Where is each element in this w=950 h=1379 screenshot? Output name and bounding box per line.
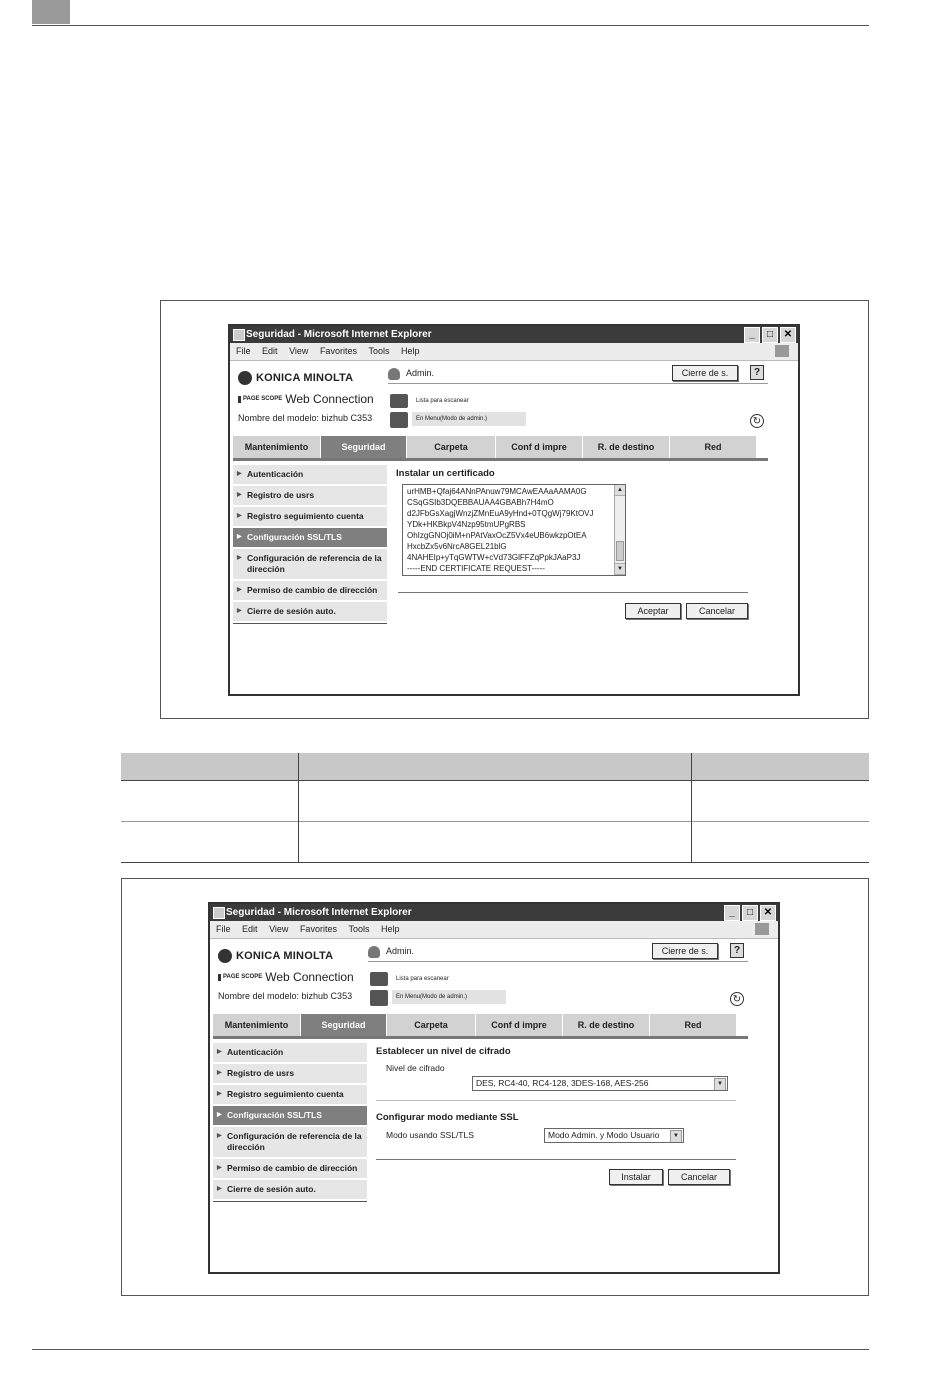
- brand-name: KONICA MINOLTA: [236, 949, 334, 962]
- tab-mantenimiento[interactable]: Mantenimiento: [233, 436, 321, 458]
- menu-tools[interactable]: Tools: [348, 924, 370, 934]
- cert-line: HxcbZx5v6NrcA8GEL21blG: [407, 542, 507, 551]
- tab-destino[interactable]: R. de destino: [563, 1014, 650, 1036]
- browser-window: [228, 324, 800, 696]
- main-tabs: [213, 1014, 748, 1039]
- browser-window: [208, 902, 780, 1274]
- scan-status: Lista para escanear: [396, 976, 449, 982]
- parameter-table: [121, 753, 869, 863]
- logout-button[interactable]: Cierre de s.: [652, 943, 718, 959]
- content-divider: [376, 1100, 736, 1101]
- scan-status: Lista para escanear: [416, 398, 469, 404]
- scroll-up-icon[interactable]: ▲: [615, 485, 625, 496]
- nav-item-registro-usrs[interactable]: ▶ Registro de usrs: [213, 1064, 367, 1085]
- ssl-mode-value: Modo Admin. y Modo Usuario: [548, 1130, 660, 1140]
- admin-label: Admin.: [406, 368, 435, 378]
- help-button[interactable]: ?: [750, 365, 764, 380]
- textarea-scrollbar[interactable]: [614, 485, 625, 575]
- brand-name: KONICA MINOLTA: [256, 371, 354, 384]
- nav-divider: [213, 1201, 367, 1212]
- scroll-thumb[interactable]: [616, 541, 624, 561]
- content-divider: [376, 1159, 736, 1160]
- browser-menu-bar: [230, 343, 798, 361]
- certificate-textarea[interactable]: [402, 484, 626, 576]
- nav-item-permiso-cambio[interactable]: ▶ Permiso de cambio de dirección: [213, 1159, 367, 1180]
- menu-status: En Menu(Modo de admin.): [412, 412, 526, 426]
- refresh-icon[interactable]: ↻: [730, 992, 744, 1006]
- content-divider: [398, 592, 748, 593]
- cert-line: urHMB+Qfaj64ANnPAnuw79MCAwEAAaAAMA0G: [407, 487, 587, 496]
- minimize-button[interactable]: _: [744, 327, 760, 343]
- install-button[interactable]: Instalar: [609, 1169, 663, 1185]
- web-connection-title: Web Connection: [265, 970, 354, 984]
- menu-view[interactable]: View: [269, 924, 289, 934]
- encryption-level-label: Nivel de cifrado: [386, 1063, 445, 1073]
- table-rule: [121, 862, 869, 863]
- admin-icon: [388, 368, 400, 380]
- model-name: Nombre del modelo: bizhub C353: [238, 413, 373, 423]
- windows-flag-icon: [755, 923, 769, 935]
- nav-item-autenticacion[interactable]: ▶ Autenticación: [213, 1043, 367, 1064]
- nav-item-registro-cuenta[interactable]: ▶ Registro seguimiento cuenta: [213, 1085, 367, 1106]
- table-header-row: [121, 753, 869, 781]
- refresh-icon[interactable]: ↻: [750, 414, 764, 428]
- web-connection-logo: [218, 970, 354, 984]
- side-nav: [213, 1043, 367, 1212]
- table-rule: [121, 821, 869, 822]
- tab-destino[interactable]: R. de destino: [583, 436, 670, 458]
- cert-line: CSqGSIb3DQEBBAUAA4GBABh7H4mO: [407, 498, 554, 507]
- nav-divider: [233, 623, 387, 634]
- window-controls: [724, 905, 776, 921]
- menu-help[interactable]: Help: [401, 346, 420, 356]
- side-nav: [233, 465, 387, 634]
- nav-item-permiso-cambio[interactable]: ▶ Permiso de cambio de dirección: [233, 581, 387, 602]
- nav-item-ssl-tls[interactable]: ▶ Configuración SSL/TLS: [213, 1106, 367, 1127]
- figure-2-frame: [121, 878, 869, 1296]
- tab-mantenimiento[interactable]: Mantenimiento: [213, 1014, 301, 1036]
- menu-edit[interactable]: Edit: [262, 346, 278, 356]
- brand-logo: [238, 371, 353, 385]
- brand-logo: [218, 949, 333, 963]
- maximize-button[interactable]: □: [762, 327, 778, 343]
- konica-globe-icon: [238, 371, 252, 385]
- tab-red[interactable]: Red: [650, 1014, 737, 1036]
- dropdown-icon[interactable]: ▼: [714, 1078, 726, 1091]
- cancel-button[interactable]: Cancelar: [668, 1169, 730, 1185]
- menu-file[interactable]: File: [236, 346, 251, 356]
- nav-item-referencia-direccion[interactable]: ▶ Configuración de referencia de la dirección: [213, 1127, 367, 1159]
- tab-red[interactable]: Red: [670, 436, 757, 458]
- main-tabs: [233, 436, 768, 461]
- printer-icon: [370, 990, 388, 1006]
- menu-tools[interactable]: Tools: [368, 346, 390, 356]
- admin-label: Admin.: [386, 946, 415, 956]
- menu-view[interactable]: View: [289, 346, 309, 356]
- footer-rule: [32, 1349, 869, 1350]
- menu-favorites[interactable]: Favorites: [299, 924, 337, 934]
- konica-globe-icon: [218, 949, 232, 963]
- admin-icon: [368, 946, 380, 958]
- cancel-button[interactable]: Cancelar: [686, 603, 748, 619]
- cert-line: YDk+HKBkpV4Nzp95tmUPgRBS: [407, 520, 526, 529]
- close-button[interactable]: ✕: [780, 327, 796, 343]
- nav-item-registro-cuenta[interactable]: ▶ Registro seguimiento cuenta: [233, 507, 387, 528]
- window-title: Seguridad - Microsoft Internet Explorer: [226, 907, 412, 918]
- window-controls: [744, 327, 796, 343]
- scroll-down-icon[interactable]: ▼: [615, 563, 625, 575]
- tab-seguridad[interactable]: Seguridad: [321, 436, 407, 458]
- web-connection-title: Web Connection: [285, 392, 374, 406]
- menu-file[interactable]: File: [216, 924, 231, 934]
- nav-item-autenticacion[interactable]: ▶ Autenticación: [233, 465, 387, 486]
- tab-conf-impre[interactable]: Conf d impre: [476, 1014, 563, 1036]
- cert-line: OhIzgGNOj0iM+nPAtVaxOcZ5Vx4eUB6wkzpOtEA: [407, 531, 587, 540]
- nav-item-ssl-tls[interactable]: ▶ Configuración SSL/TLS: [233, 528, 387, 549]
- ssl-mode-select[interactable]: [544, 1128, 684, 1143]
- accept-button[interactable]: Aceptar: [625, 603, 681, 619]
- maximize-button[interactable]: □: [742, 905, 758, 921]
- pagescope-mark: PAGE SCOPE: [238, 396, 282, 403]
- nav-item-registro-usrs[interactable]: ▶ Registro de usrs: [233, 486, 387, 507]
- nav-item-cierre-sesion[interactable]: ▶ Cierre de sesión auto.: [213, 1180, 367, 1201]
- window-title: Seguridad - Microsoft Internet Explorer: [246, 329, 432, 340]
- encryption-level-value: DES, RC4-40, RC4-128, 3DES-168, AES-256: [476, 1078, 649, 1088]
- ssl-mode-label: Modo usando SSL/TLS: [386, 1130, 474, 1140]
- tab-carpeta[interactable]: Carpeta: [407, 436, 496, 458]
- scanner-icon: [390, 394, 408, 408]
- ie-logo-icon: [213, 907, 225, 919]
- header-rule: [32, 25, 869, 26]
- scanner-icon: [370, 972, 388, 986]
- browser-menu-bar: [210, 921, 778, 939]
- tab-conf-impre[interactable]: Conf d impre: [496, 436, 583, 458]
- web-connection-logo: [238, 392, 374, 406]
- printer-icon: [390, 412, 408, 428]
- help-button[interactable]: ?: [730, 943, 744, 958]
- pagescope-mark: PAGE SCOPE: [218, 974, 262, 981]
- window-title-bar: [210, 904, 778, 921]
- dropdown-icon[interactable]: ▼: [670, 1130, 682, 1143]
- nav-item-referencia-direccion[interactable]: ▶ Configuración de referencia de la dirección: [233, 549, 387, 581]
- install-cert-title: Instalar un certificado: [396, 468, 495, 479]
- cert-line: -----END CERTIFICATE REQUEST-----: [407, 564, 545, 573]
- cert-line: 4NAHEIp+yTqGWTW+cVd73GlFFZqPpkJAaP3J: [407, 553, 581, 562]
- menu-favorites[interactable]: Favorites: [319, 346, 357, 356]
- table-rule: [121, 780, 869, 781]
- encryption-level-select[interactable]: [472, 1076, 728, 1091]
- cert-line: d2JFbGsXagjWnzjZMnEuA9yHnd+0TQgWj79KtOVJ: [407, 509, 594, 518]
- ssl-mode-section-title: Configurar modo mediante SSL: [376, 1112, 519, 1123]
- logout-button[interactable]: Cierre de s.: [672, 365, 738, 381]
- minimize-button[interactable]: _: [724, 905, 740, 921]
- close-button[interactable]: ✕: [760, 905, 776, 921]
- tab-carpeta[interactable]: Carpeta: [387, 1014, 476, 1036]
- tab-seguridad[interactable]: Seguridad: [301, 1014, 387, 1036]
- menu-edit[interactable]: Edit: [242, 924, 258, 934]
- menu-status: En Menu(Modo de admin.): [392, 990, 506, 1004]
- nav-item-cierre-sesion[interactable]: ▶ Cierre de sesión auto.: [233, 602, 387, 623]
- ie-logo-icon: [233, 329, 245, 341]
- figure-1-frame: [160, 300, 869, 719]
- table-column-divider: [298, 753, 299, 863]
- window-title-bar: [230, 326, 798, 343]
- page-corner-tab: [32, 0, 70, 24]
- model-name: Nombre del modelo: bizhub C353: [218, 991, 353, 1001]
- encryption-section-title: Establecer un nivel de cifrado: [376, 1046, 511, 1057]
- menu-help[interactable]: Help: [381, 924, 400, 934]
- table-column-divider: [691, 753, 692, 863]
- windows-flag-icon: [775, 345, 789, 357]
